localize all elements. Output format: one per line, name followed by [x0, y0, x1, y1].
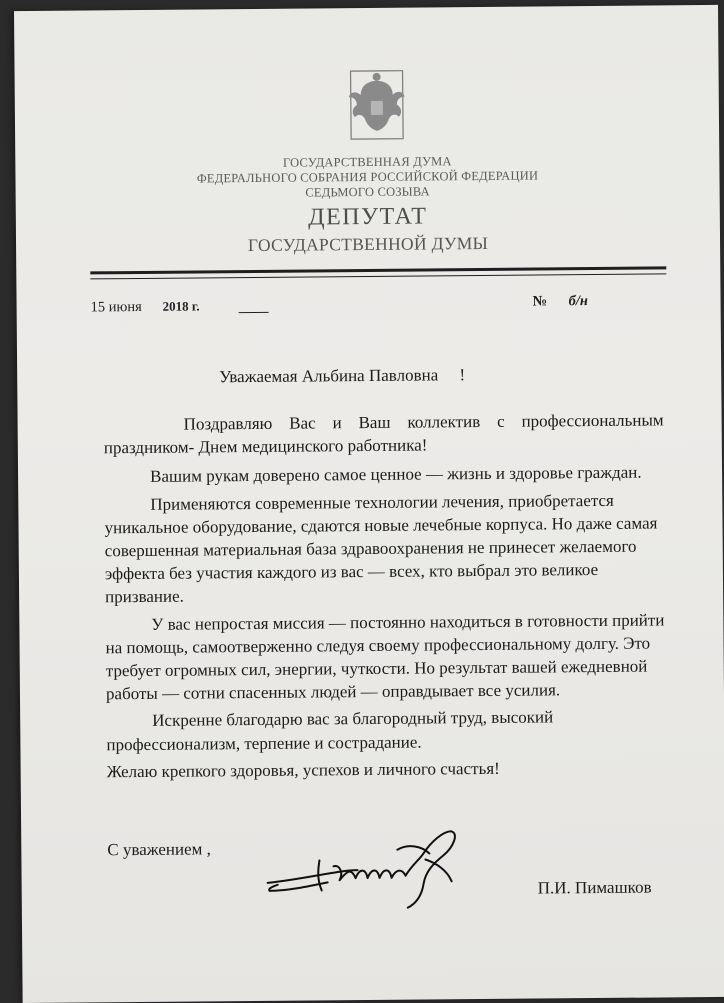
- russian-coat-of-arms-icon: [336, 65, 417, 148]
- letter-page: [14, 5, 724, 1003]
- handwritten-signature: [247, 819, 478, 917]
- org-line-3: СЕДЬМОГО СОЗЫВА: [305, 184, 430, 200]
- org-line-2: ФЕДЕРАЛЬНОГО СОБРАНИЯ РОССИЙСКОЙ ФЕДЕРАЦИИ: [196, 168, 539, 186]
- letter-date-day: 15 июня: [90, 298, 142, 316]
- paragraph: У вас непростая миссия — постоянно находиться в готовности прийти на помощь, самоотверженно следуя своему профессиональному долгу. Это требует огромных сил, энергии, чуткости. Но результат вашей ежедневной работы — сотни спасенных людей — оправдывает все усилия.: [105, 610, 665, 704]
- paragraph: Желаю крепкого здоровья, успехов и личного счастья!: [106, 758, 500, 782]
- letterhead-subtitle: ГОСУДАРСТВЕННОЙ ДУМЫ: [247, 232, 489, 256]
- signer-name: П.И. Пимашков: [537, 877, 652, 898]
- org-line-1: ГОСУДАРСТВЕННАЯ ДУМА: [282, 154, 452, 170]
- closing: С уважением ,: [107, 839, 211, 860]
- header-rule-thin: [90, 273, 666, 279]
- letter-body: [104, 408, 667, 787]
- paragraph: Вашим рукам доверено самое ценное — жизнь и здоровье граждан.: [149, 463, 642, 487]
- paragraph: Искренне благодарю вас за благородный труд, высокий профессионализм, терпение и сострадание.: [106, 707, 554, 754]
- number-sign: №: [532, 293, 548, 310]
- salutation: Уважаемая Альбина Павловна !: [219, 365, 466, 387]
- letterhead-title: ДЕПУТАТ: [308, 203, 428, 231]
- paragraph: Поздравляю Вас и Ваш коллектив с профессиональным праздником- Днем медицинского работника!: [103, 410, 664, 458]
- letter-number: б/н: [568, 293, 588, 310]
- letter-date-year: 2018 г.: [162, 298, 200, 314]
- date-blank-line: [239, 312, 269, 313]
- paragraph: Применяются современные технологии лечения, приобретается уникальное оборудование, сдаются новые лечебные корпуса. Но даже самая совершенная материальная база здравоохранения не принесет желаемого эффекта без участия каждого из вас — всех, кто выбрал это великое призвание.: [104, 490, 658, 607]
